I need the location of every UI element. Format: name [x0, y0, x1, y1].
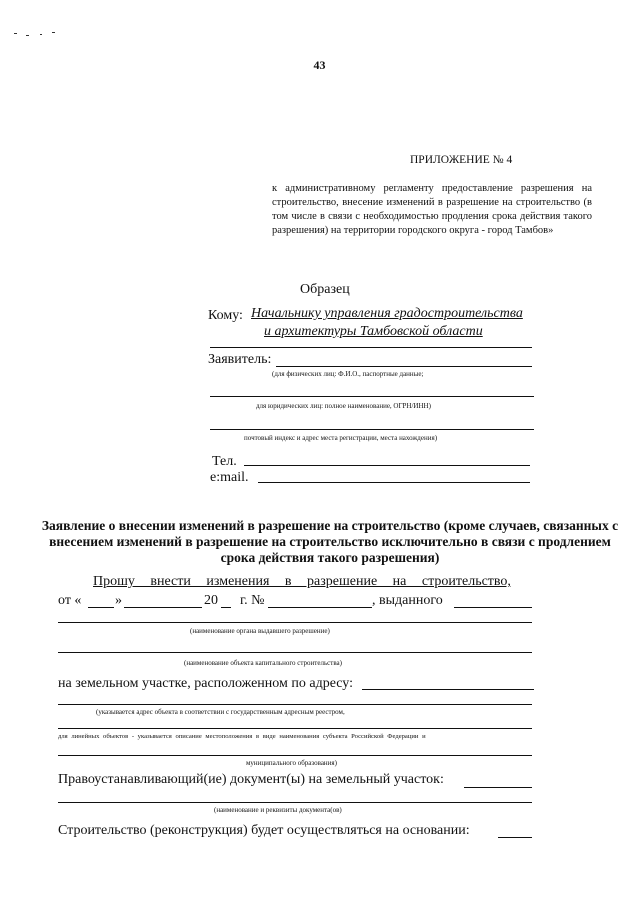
applicant-field[interactable]: [276, 366, 532, 367]
title-docs-field[interactable]: [464, 787, 532, 788]
land-municipal-field[interactable]: [58, 755, 532, 756]
issuing-org-field[interactable]: [58, 622, 532, 623]
application-heading: Заявление о внесении изменений в разрешение на строительство (кроме случаев, связанных с внесением изменений в разрешение на строительство исключительно в связи с продлением срока действия такого разрешения): [41, 518, 619, 565]
request-year-field[interactable]: [221, 607, 231, 608]
land-text: на земельном участке, расположенном по адресу:: [58, 676, 354, 691]
email-label: e:mail.: [210, 470, 249, 485]
request-issuer-field[interactable]: [454, 607, 532, 608]
page-number: 43: [313, 58, 326, 72]
recipient-extra-line[interactable]: [210, 347, 532, 348]
request-month-field[interactable]: [124, 607, 202, 608]
email-field[interactable]: [258, 482, 530, 483]
appendix-subtitle: к административному регламенту предоставление разрешения на строительство, внесение изменений в разрешение на строительство (в том числе в связи с необходимостью продления срока действия такого разрешения) на территории городского округа - город Тамбов»: [272, 183, 592, 236]
recipient-label: Кому:: [208, 308, 243, 323]
land-linear-field[interactable]: [58, 728, 532, 729]
recipient-line-1: Начальнику управления градостроительства: [251, 306, 523, 321]
applicant-address-field[interactable]: [210, 429, 534, 430]
hint-linear: для линейных объектов - указывается описание местоположения в виде наименования субъекта Российской Федерации и: [58, 733, 426, 740]
request-issued: , выданного: [372, 593, 443, 608]
construction-text: Строительство (реконструкция) будет осуществляться на основании:: [58, 823, 470, 838]
scan-speck: [26, 35, 29, 36]
sample-label: Образец: [300, 282, 350, 297]
title-docs-field-2[interactable]: [58, 802, 532, 803]
object-name-field[interactable]: [58, 652, 532, 653]
hint-legal: для юридических лиц: полное наименование, ОГРН/ИНН): [256, 402, 431, 410]
scan-speck: [14, 33, 17, 34]
hint-individual: (для физических лиц: Ф.И.О., паспортные данные;: [272, 370, 424, 378]
applicant-legal-field[interactable]: [210, 396, 534, 397]
title-docs-text: Правоустанавливающий(ие) документ(ы) на земельный участок:: [58, 772, 444, 787]
request-text: Прошу внести изменения в разрешение на строительство,: [93, 574, 511, 589]
hint-address: почтовый индекс и адрес места регистрации, места нахождения): [244, 434, 438, 442]
request-number-field[interactable]: [268, 607, 372, 608]
applicant-label: Заявитель:: [208, 352, 272, 367]
request-from: от «: [58, 593, 82, 608]
scan-speck: [40, 34, 42, 35]
request-day-field[interactable]: [88, 607, 114, 608]
request-year-suffix: г. №: [240, 593, 265, 608]
phone-label: Тел.: [212, 454, 237, 469]
scan-speck: [52, 32, 55, 33]
hint-title-docs: (наименование и реквизиты документа(ов): [214, 806, 342, 814]
land-address-field-2[interactable]: [58, 704, 532, 705]
appendix-title: ПРИЛОЖЕНИЕ № 4: [410, 154, 513, 166]
land-address-field[interactable]: [362, 689, 534, 690]
hint-land-address: (указывается адрес объекта в соответствии с государственным адресным реестром,: [96, 708, 345, 716]
construction-basis-field[interactable]: [498, 837, 532, 838]
hint-org: (наименование органа выдавшего разрешение): [190, 627, 330, 635]
phone-field[interactable]: [244, 465, 530, 466]
hint-municipal: муниципального образования): [246, 759, 337, 767]
request-year: 20: [204, 593, 218, 608]
recipient-line-2: и архитектуры Тамбовской области: [264, 324, 483, 339]
hint-object: (наименование объекта капитального строительства): [184, 659, 342, 667]
request-quote-close: »: [115, 593, 122, 608]
